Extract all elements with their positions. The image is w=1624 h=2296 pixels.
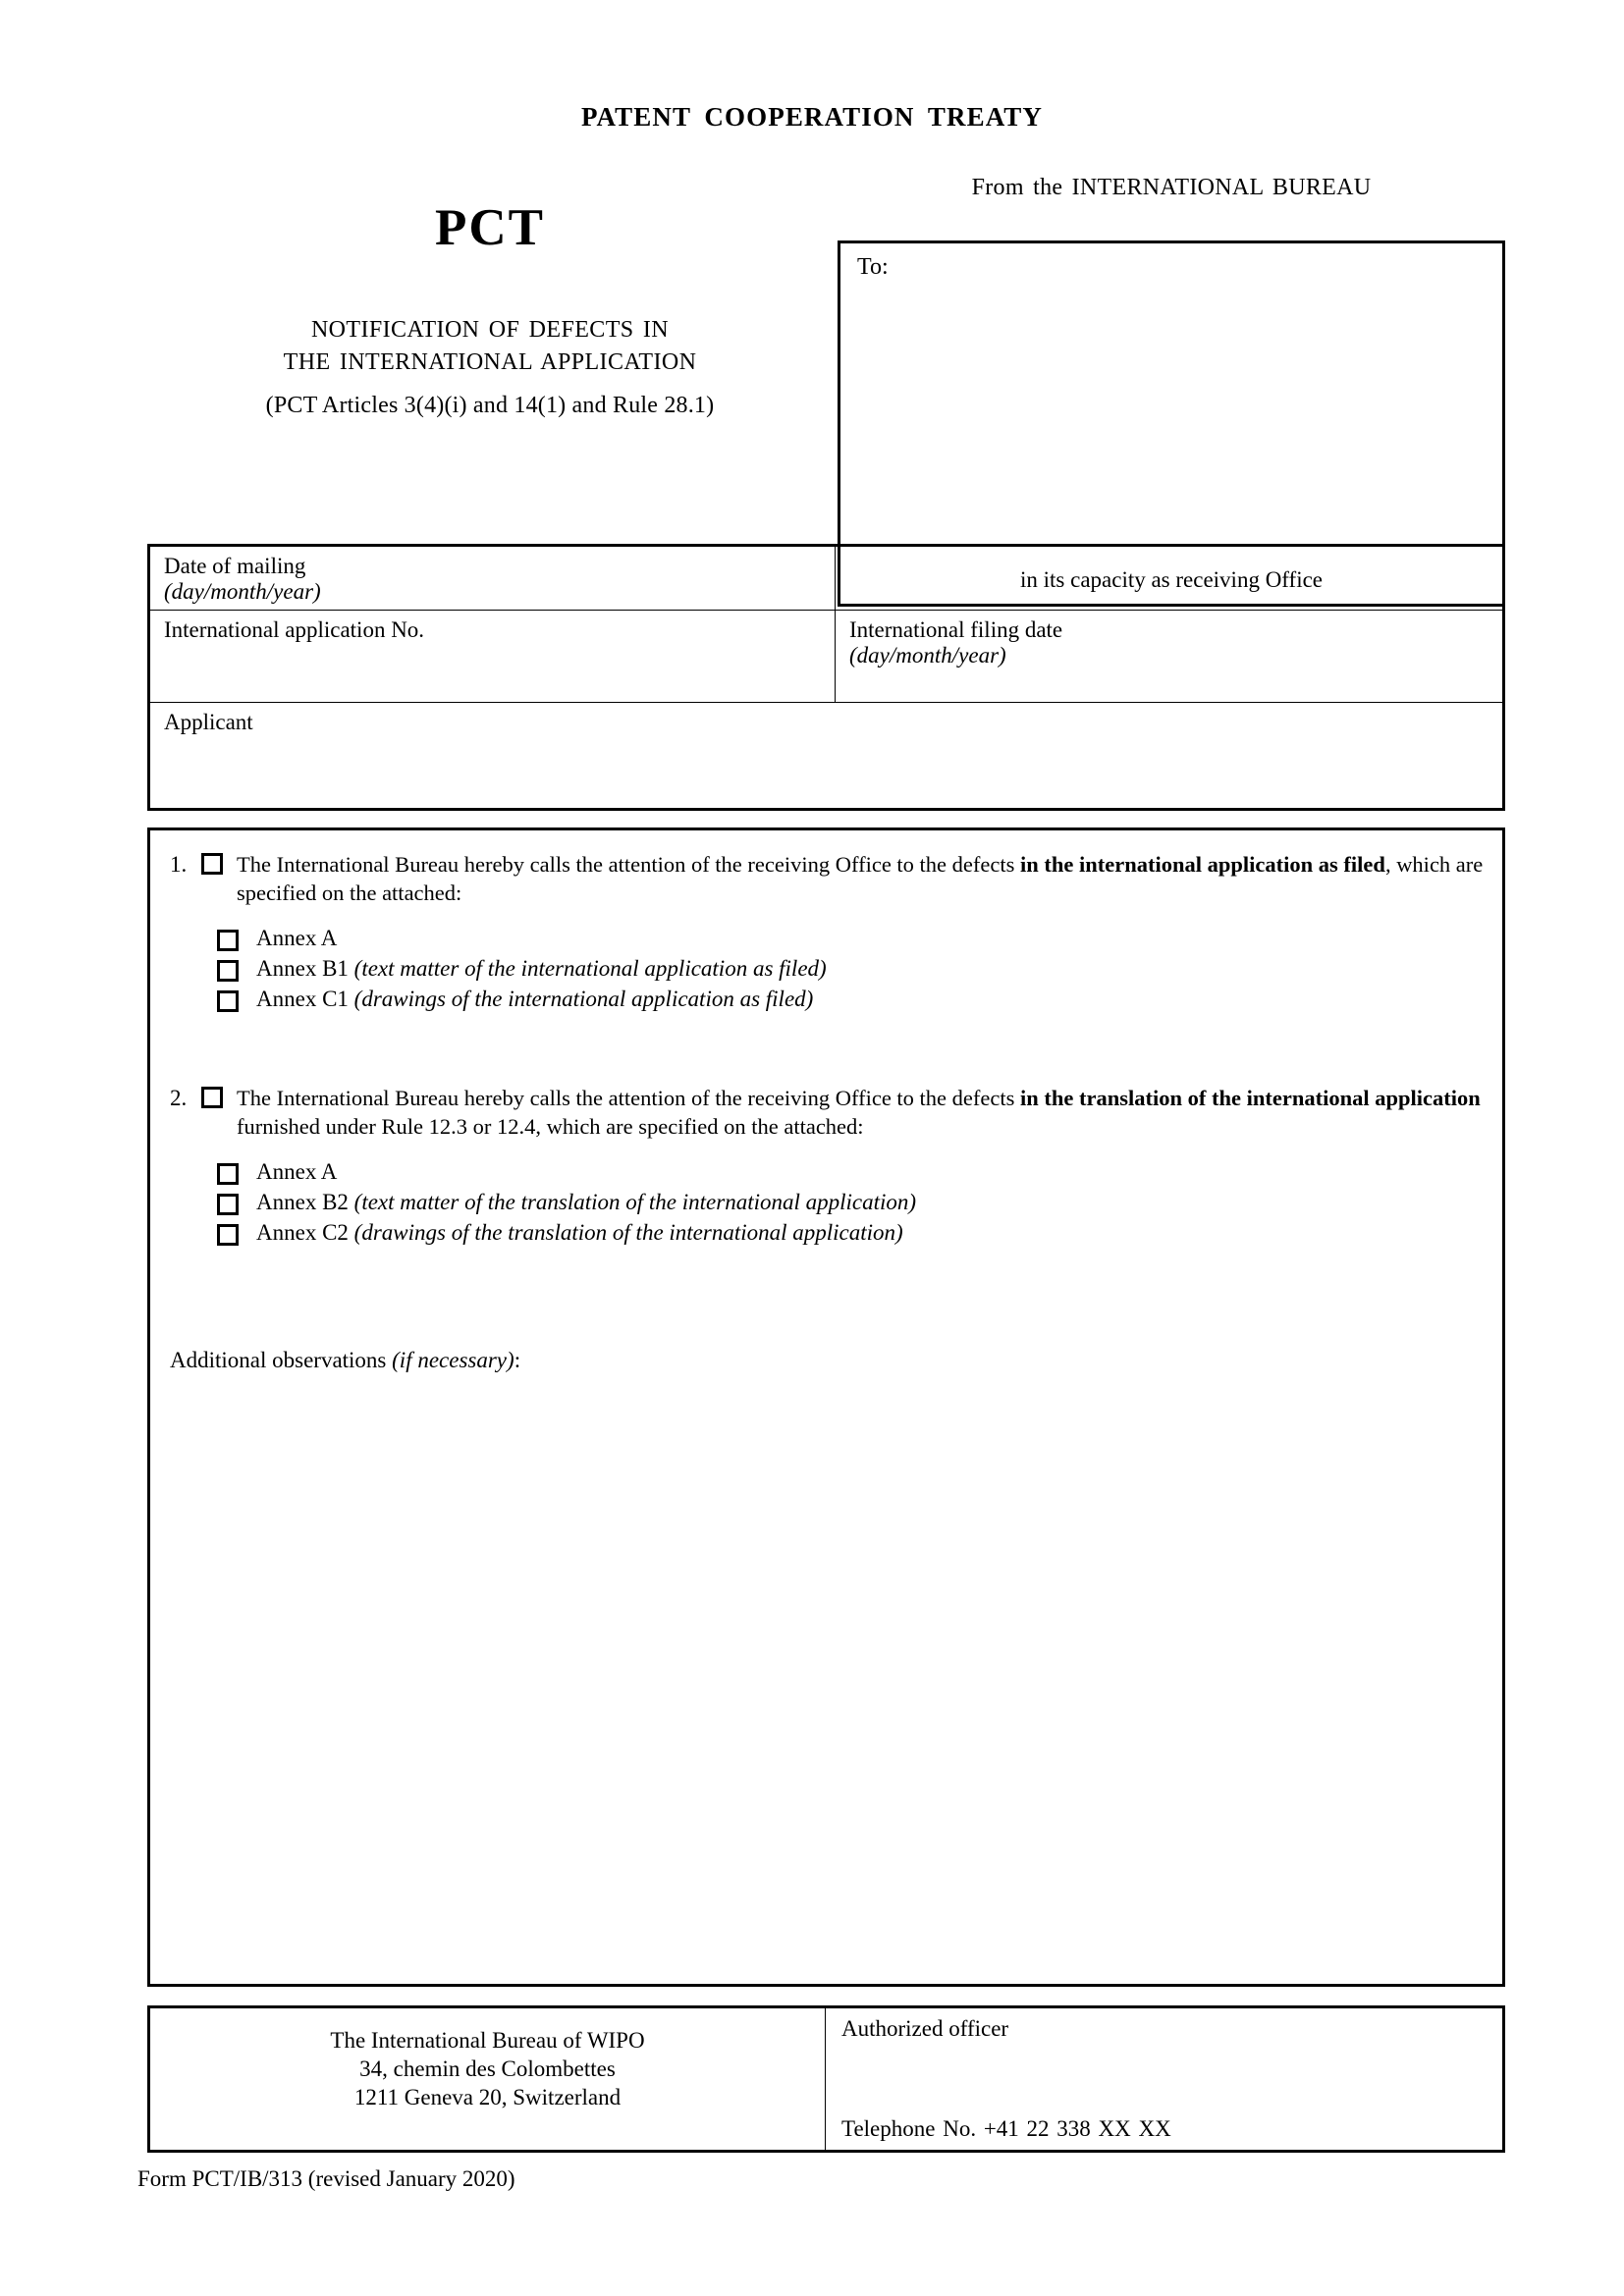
- bureau-address-line-2: 34, chemin des Colombettes: [359, 2056, 616, 2081]
- authorized-officer-cell[interactable]: [826, 2008, 1502, 2150]
- pct-logo: PCT: [435, 199, 545, 256]
- date-of-mailing-label: Date of mailing: [164, 554, 306, 578]
- item-1-annex-b1-title: Annex B1: [256, 956, 354, 981]
- item-2-annex-c2-title: Annex C2: [256, 1220, 354, 1245]
- item-1-annex-c1-title: Annex C1: [256, 987, 354, 1011]
- international-application-no-label: International application No.: [164, 617, 425, 642]
- bureau-address-block: [150, 2008, 826, 2150]
- item-1-annex-a-checkbox[interactable]: [217, 930, 239, 951]
- item-2-annex-a-checkbox[interactable]: [217, 1163, 239, 1185]
- additional-observations-label: [170, 1348, 520, 1373]
- item-2-annex-a-row: [217, 1159, 1395, 1190]
- date-of-mailing-cell[interactable]: [150, 547, 836, 611]
- header-filler-cell: [836, 547, 1502, 611]
- item-1-annex-b1-note: (text matter of the international application as filed): [353, 956, 827, 981]
- additional-observations-text: Additional observations: [170, 1348, 393, 1372]
- from-international-bureau-label: From the INTERNATIONAL BUREAU: [971, 175, 1372, 200]
- item-1-annex-c1-note: (drawings of the international application as filed): [353, 987, 814, 1011]
- form-name-line-2: THE INTERNATIONAL APPLICATION: [283, 349, 697, 375]
- international-filing-date-format: (day/month/year): [849, 643, 1006, 667]
- item-1-annex-a-label: [256, 926, 337, 951]
- item-2-annex-c2-note: (drawings of the translation of the international application): [353, 1220, 903, 1245]
- item-2-annex-c2-row: [217, 1220, 1395, 1251]
- item-2-annex-a-label: [256, 1159, 337, 1185]
- form-name: [147, 314, 833, 379]
- page-title: PATENT COOPERATION TREATY: [580, 102, 1044, 132]
- item-2-annex-b2-title: Annex B2: [256, 1190, 354, 1214]
- header-info-table: [147, 544, 1505, 811]
- item-2-annex-c2-checkbox[interactable]: [217, 1224, 239, 1246]
- international-filing-date-label: International filing date: [849, 617, 1063, 642]
- authorized-officer-label: Authorized officer: [841, 2016, 1009, 2041]
- item-2-text-part2: furnished under Rule 12.3 or 12.4, which are specified on the attached:: [237, 1114, 864, 1139]
- item-2-text: [237, 1084, 1490, 1141]
- international-filing-date-label-block: [849, 617, 1062, 668]
- item-1-annex-b1-label: [256, 956, 827, 982]
- telephone-label: Telephone No. +41 22 338 XX XX: [841, 2116, 1171, 2141]
- additional-observations-suffix: :: [514, 1348, 521, 1372]
- item-2-checkbox[interactable]: [201, 1087, 223, 1108]
- item-1-annex-c1-row: [217, 987, 1395, 1017]
- item-1-checkbox[interactable]: [201, 853, 223, 875]
- form-code: Form PCT/IB/313 (revised January 2020): [137, 2166, 515, 2191]
- item-2-annex-a-title: Annex A: [256, 1159, 338, 1184]
- item-2-annex-b2-note: (text matter of the translation of the international application): [353, 1190, 917, 1214]
- receiving-office-capacity-note: in its capacity as receiving Office: [1019, 567, 1324, 592]
- item-1-number: 1.: [170, 852, 188, 877]
- applicant-cell[interactable]: [150, 703, 1502, 808]
- item-1-annex-a-row: [217, 926, 1395, 956]
- footer-table: [147, 2005, 1505, 2153]
- additional-observations-note: (if necessary): [392, 1348, 514, 1372]
- item-2-number: 2.: [170, 1086, 188, 1110]
- item-1-annex-a-title: Annex A: [256, 926, 338, 950]
- item-2-annex-b2-row: [217, 1190, 1395, 1220]
- item-1-annex-c1-checkbox[interactable]: [217, 990, 239, 1012]
- item-1-annex-b1-checkbox[interactable]: [217, 960, 239, 982]
- item-2-annex-b2-label: [256, 1190, 916, 1215]
- item-1-text: [237, 850, 1490, 907]
- main-content-box: [147, 828, 1505, 1987]
- to-label: To:: [857, 254, 889, 280]
- item-1-text-bold: in the international application as filed: [1020, 852, 1385, 877]
- bureau-address-line-1: The International Bureau of WIPO: [330, 2028, 645, 2053]
- item-1-text-part2: , which are specified on the attached:: [237, 852, 1484, 905]
- item-2-annex-c2-label: [256, 1220, 903, 1246]
- international-application-no-cell[interactable]: [150, 611, 836, 703]
- item-2-annex-b2-checkbox[interactable]: [217, 1194, 239, 1215]
- applicant-label: Applicant: [164, 710, 253, 734]
- date-of-mailing-label-block: [164, 554, 321, 605]
- bureau-address-line-3: 1211 Geneva 20, Switzerland: [353, 2085, 622, 2109]
- item-1-annex-c1-label: [256, 987, 813, 1012]
- item-1-text-part1: The International Bureau hereby calls the attention of the receiving Office to the defects: [237, 852, 1021, 877]
- item-2-text-bold: in the translation of the international application: [1020, 1086, 1481, 1110]
- international-filing-date-cell[interactable]: [836, 611, 1502, 703]
- form-name-line-1: NOTIFICATION OF DEFECTS IN: [310, 317, 670, 343]
- form-references: (PCT Articles 3(4)(i) and 14(1) and Rule 28.1): [265, 393, 715, 418]
- date-of-mailing-format: (day/month/year): [164, 579, 321, 604]
- item-1-annex-b1-row: [217, 956, 1395, 987]
- item-2-text-part1: The International Bureau hereby calls the attention of the receiving Office to the defects: [237, 1086, 1021, 1110]
